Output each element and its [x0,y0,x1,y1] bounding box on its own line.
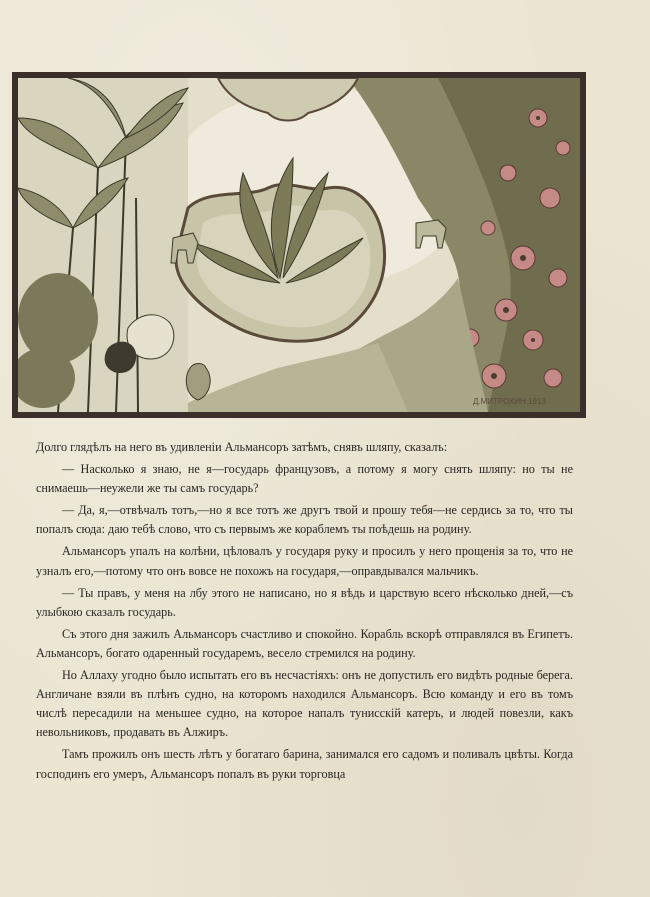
story-text [36,438,573,787]
garden-illustration [12,72,586,418]
illustration-drawing [18,78,580,412]
paragraph: — Насколько я знаю, не я—государь французовъ, а потому я могу снять шляпу: но ты не снимаешь—неужели же ты самъ государь? [36,462,573,496]
paragraph: Тамъ прожилъ онъ шесть лѣтъ у богатаго барина, занимался его садомъ и поливалъ цвѣты. Когда господинъ его умеръ, Альмансоръ попалъ въ руки торговца [36,747,573,781]
paragraph: Долго глядѣлъ на него въ удивленіи Альмансоръ затѣмъ, снявъ шляпу, сказалъ: [36,440,448,454]
paragraph: — Да, я,—отвѣчалъ тотъ,—но я все тотъ же другъ твой и прошу тебя—не сердись за то, что ты попалъ сюда: даю тебѣ слово, что съ первымъ же кораблемъ ты поѣдешь на родину. [36,503,573,537]
paragraph: — Ты правъ, у меня на лбу этого не написано, но я вѣдь и царствую всего нѣсколько дней,—съ улыбкою сказалъ государь. [36,585,573,619]
paragraph: Но Аллаху угодно было испытать его въ несчастіяхъ: онъ не допустилъ его видѣть родные берега. Англичане взяли въ плѣнъ судно, на которомъ находился Альмансоръ. Всю команду и его въ томъ числѣ пересадили на меньшее судно, на которое напалъ тунисскій катеръ, и людей повезли, какъ невольниковъ, продавать въ Алжиръ. [36,668,573,740]
artist-signature: Д.МИТРОХИН.1913 [473,397,546,406]
paragraph: Съ этого дня зажилъ Альмансоръ счастливо и спокойно. Корабль вскорѣ отправлялся въ Египетъ. Альмансоръ, богато одаренный государемъ, весело стремился на родину. [36,626,573,660]
paragraph: Альмансоръ упалъ на колѣни, цѣловалъ у государя руку и просилъ у него прощенія за то, что не узналъ его,—потому что онъ вовсе не похожъ на государя,—оправдывался мальчикъ. [36,544,573,578]
